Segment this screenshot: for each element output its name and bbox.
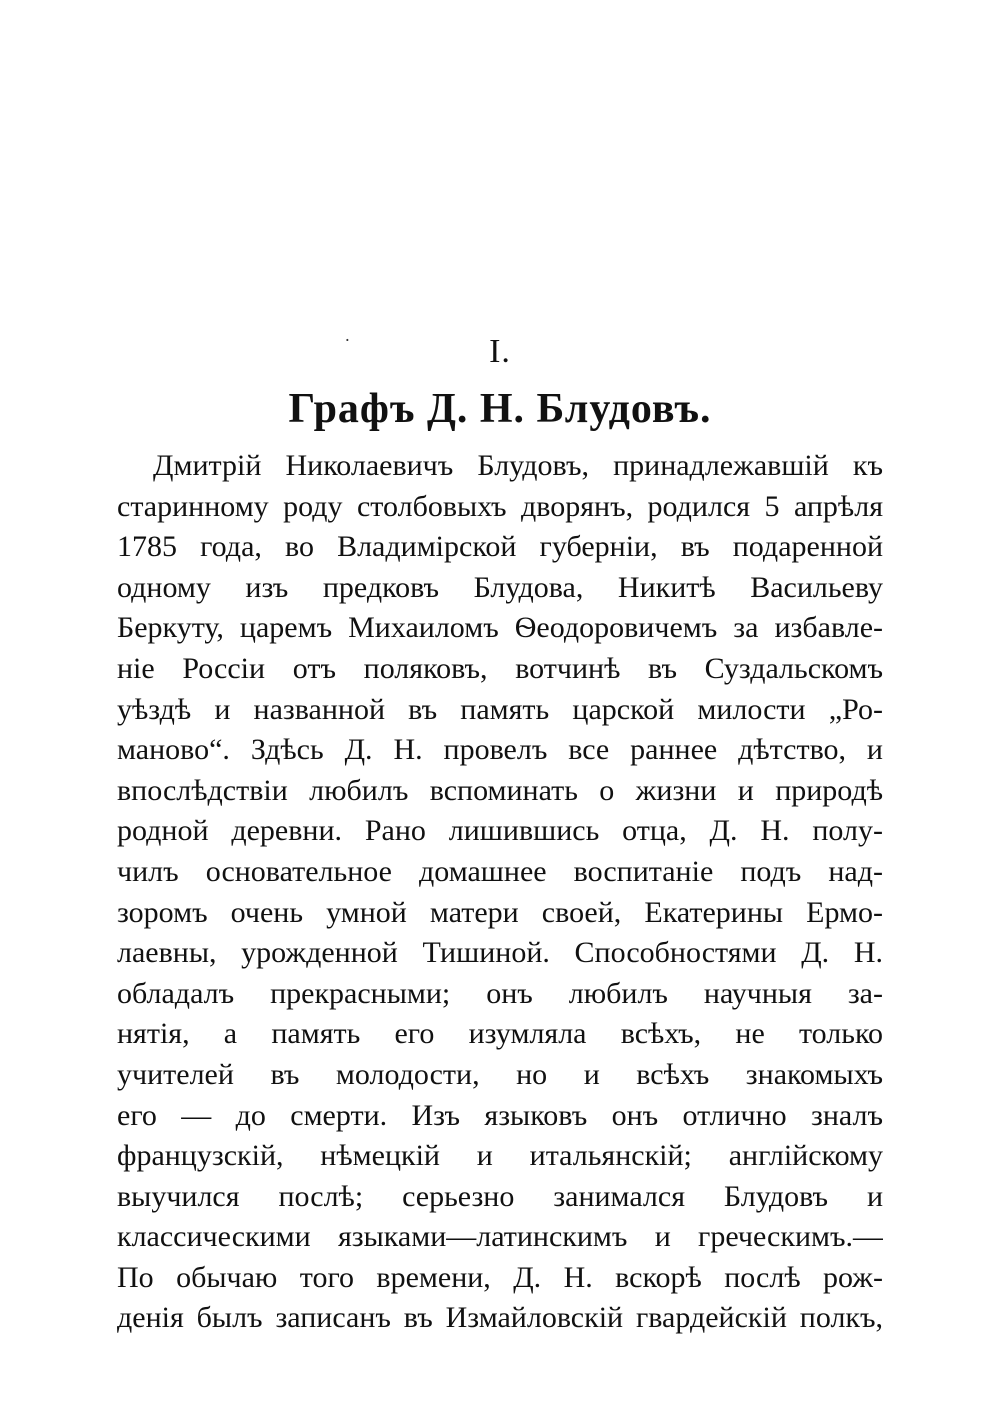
body-paragraph <box>117 446 883 1339</box>
text-line: ніе Россіи отъ поляковъ, вотчинѣ въ Суздальскомъ <box>117 651 883 685</box>
text-line: классическими языками—латинскимъ и греческимъ.— <box>117 1220 883 1254</box>
text-line: лаевны, урожденной Тишиной. Способностями Д. Н. <box>117 936 883 970</box>
text-line: родной деревни. Рано лишившись отца, Д. Н. полу- <box>117 814 883 848</box>
text-line: Беркуту, царемъ Михаиломъ Ѳеодоровичемъ за избавле- <box>117 611 883 645</box>
text-line: учителей въ молодости, но и всѣхъ знакомыхъ <box>117 1057 883 1091</box>
text-line: его — до смерти. Изъ языковъ онъ отлично зналъ <box>117 1098 883 1132</box>
text-line: уѣздѣ и названной въ память царской милости „Ро- <box>117 692 883 726</box>
text-line: маново“. Здѣсь Д. Н. провелъ все раннее дѣтство, и <box>117 733 883 767</box>
text-line: По обычаю того времени, Д. Н. вскорѣ послѣ рож- <box>117 1260 883 1294</box>
text-line: выучился послѣ; серьезно занимался Блудовъ и <box>117 1179 883 1213</box>
chapter-title: Графъ Д. Н. Блудовъ. <box>288 386 712 432</box>
text-line: обладалъ прекрасными; онъ любилъ научныя за- <box>117 976 883 1010</box>
text-line: нятія, а память его изумляла всѣхъ, не только <box>117 1017 883 1051</box>
text-line: Дмитрій Николаевичъ Блудовъ, принадлежавшій къ <box>153 449 883 482</box>
text-line: 1785 года, во Владимірской губерніи, въ подаренной <box>117 530 883 564</box>
chapter-number: I. <box>489 333 511 370</box>
text-line: впослѣдствіи любилъ вспоминать о жизни и природѣ <box>117 773 883 807</box>
text-line: французскій, нѣмецкій и итальянскій; англійскому <box>117 1139 883 1173</box>
text-line: чилъ основательное домашнее воспитаніе подъ над- <box>117 854 883 888</box>
text-line: одному изъ предковъ Блудова, Никитѣ Васильеву <box>117 570 883 604</box>
stray-print-mark: ˙ <box>344 335 351 357</box>
text-line: денія былъ записанъ въ Измайловскій гвардейскій полкъ, <box>117 1301 883 1335</box>
text-line: старинному роду столбовыхъ дворянъ, родился 5 апрѣля <box>117 489 883 523</box>
text-line: зоромъ очень умной матери своей, Екатерины Ермо- <box>117 895 883 929</box>
